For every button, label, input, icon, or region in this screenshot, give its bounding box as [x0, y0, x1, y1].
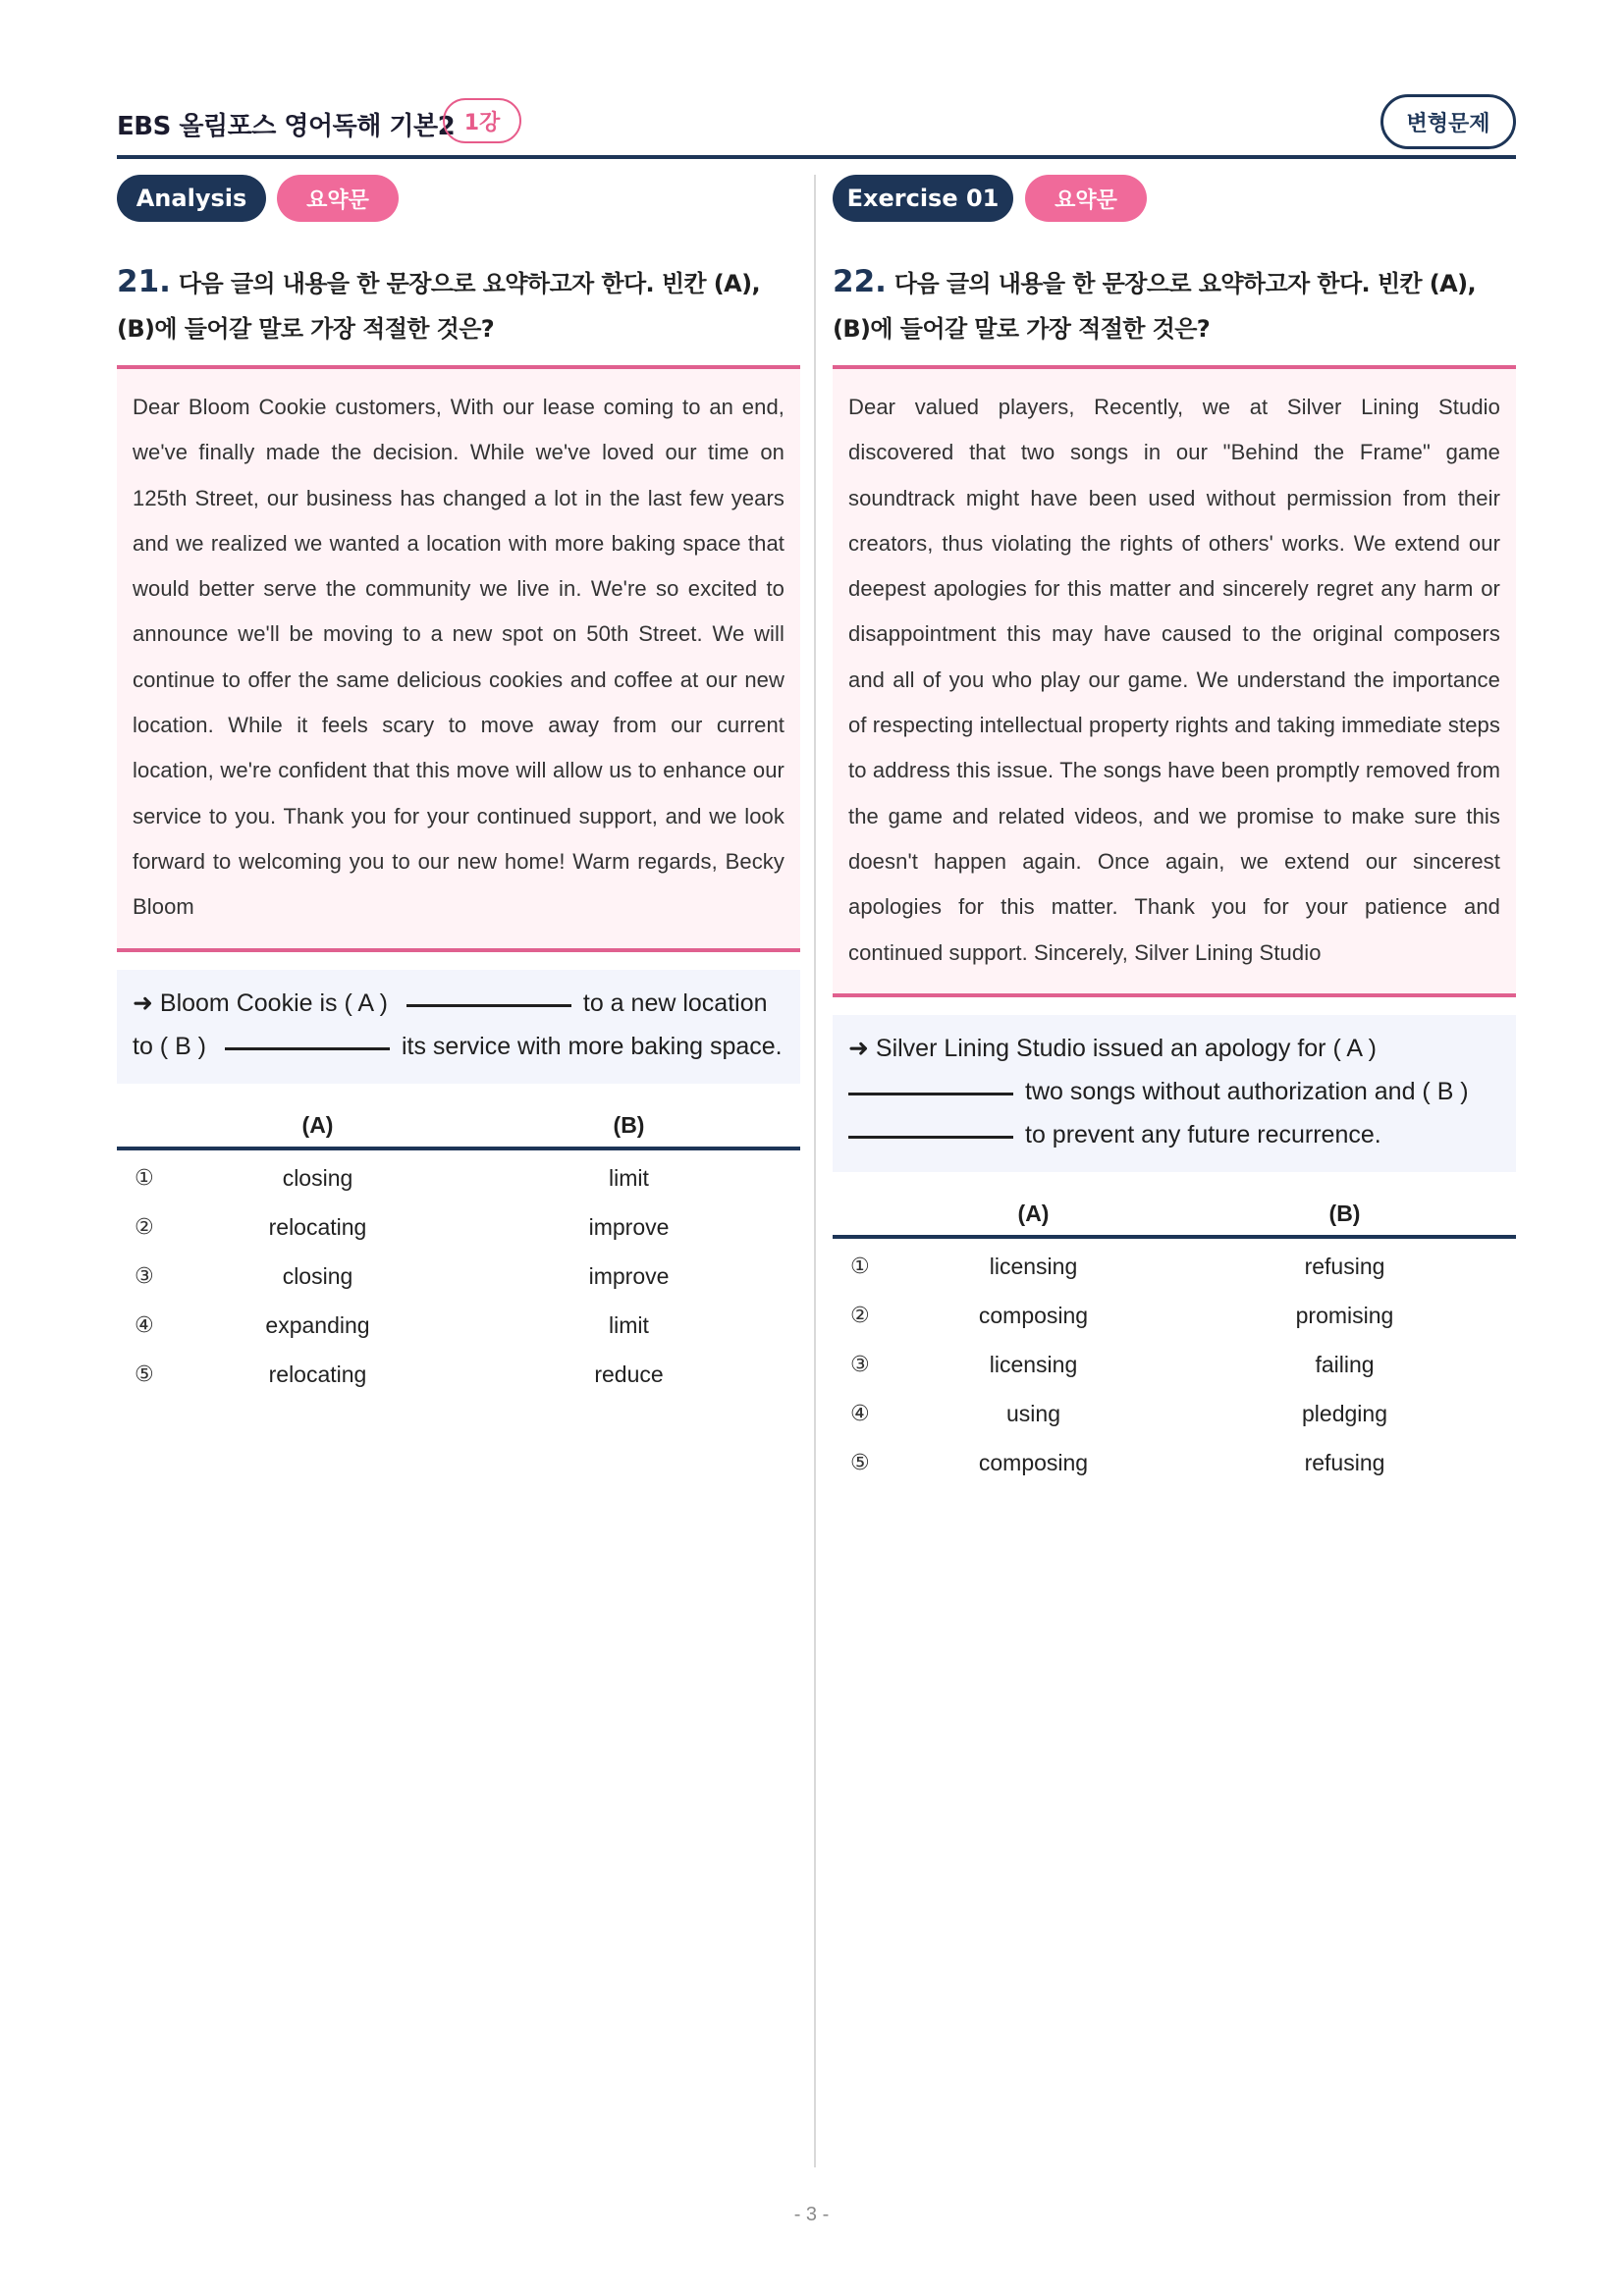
option-b-word: pledging: [1302, 1401, 1387, 1427]
blank-b: [225, 1047, 390, 1050]
option-b-word: promising: [1295, 1303, 1394, 1329]
option-a-word: closing: [282, 1263, 353, 1290]
option-number: ④: [135, 1313, 154, 1339]
answer-option-3[interactable]: [117, 1253, 800, 1302]
question-text: 다음 글의 내용을 한 문장으로 요약하고자 한다. 빈칸 (A), (B)에 들어갈 말로 가장 적절한 것은?: [117, 270, 760, 343]
answer-options: [117, 1105, 800, 1400]
section-tag-exercise: Exercise 01: [833, 175, 1013, 222]
answer-option-4[interactable]: [117, 1302, 800, 1351]
blank-b: [848, 1136, 1013, 1139]
right-column: [833, 175, 1516, 1488]
summary-text: to ( B ): [133, 1032, 207, 1060]
option-b-word: refusing: [1304, 1450, 1385, 1476]
section-tag-analysis: Analysis: [117, 175, 266, 222]
option-number: ①: [135, 1166, 154, 1192]
left-column: [117, 175, 800, 1400]
options-header: [117, 1105, 800, 1150]
answer-option-1[interactable]: [833, 1243, 1516, 1292]
question-text: 다음 글의 내용을 한 문장으로 요약하고자 한다. 빈칸 (A), (B)에 들어갈 말로 가장 적절한 것은?: [833, 270, 1476, 343]
option-a-word: relocating: [268, 1214, 367, 1241]
blank-a: [406, 1004, 571, 1007]
column-header-b: (B): [613, 1112, 645, 1139]
summary-text: its service with more baking space.: [401, 1032, 783, 1060]
answer-option-2[interactable]: [833, 1292, 1516, 1341]
section-tag-summary: 요약문: [277, 175, 399, 222]
option-number: ②: [850, 1304, 870, 1329]
column-divider: [814, 175, 816, 2167]
summary-text: two songs without authorization and ( B ): [1025, 1077, 1469, 1105]
question-prompt: [117, 259, 800, 351]
option-number: ④: [850, 1402, 870, 1427]
option-number: ①: [850, 1255, 870, 1280]
options-header: [833, 1194, 1516, 1239]
reading-passage: Dear valued players, Recently, we at Silver Lining Studio discovered that two songs in our "Behind the Frame" game soundtrack might have been used without permission from their creators, thus violating the rights of others' works. We extend our deepest apologies for this matter and sincerely regret any harm or disappointment this may have caused to the original composers and all of you who play our game. We understand the importance of respecting intellectual property rights and taking immediate steps to address this issue. The songs have been promptly removed from the game and related videos, and we promise to make sure this doesn't happen again. Once again, we extend our sincerest apologies for this matter. Thank you for your patience and continued support. Sincerely, Silver Lining Studio: [833, 365, 1516, 997]
summary-text: to a new location: [582, 988, 768, 1017]
option-a-word: licensing: [989, 1352, 1078, 1378]
option-number: ③: [135, 1264, 154, 1290]
lesson-badge: 1강: [443, 98, 521, 143]
blank-a: [848, 1093, 1013, 1095]
book-title: EBS 올림포스 영어독해 기본2: [117, 112, 456, 141]
question-prompt: [833, 259, 1516, 351]
column-header-a: (A): [301, 1112, 334, 1139]
question-number: 21.: [117, 264, 171, 299]
section-tags: [833, 175, 1516, 222]
option-a-word: relocating: [268, 1362, 367, 1388]
question-type-badge: 변형문제: [1380, 94, 1516, 149]
summary-text: ➜ Bloom Cookie is ( A ): [133, 988, 388, 1017]
answer-option-1[interactable]: [117, 1154, 800, 1203]
option-a-word: composing: [978, 1450, 1089, 1476]
option-a-word: licensing: [989, 1254, 1078, 1280]
header-divider: [117, 155, 1516, 159]
option-a-word: expanding: [265, 1312, 370, 1339]
option-a-word: closing: [282, 1165, 353, 1192]
option-b-word: reduce: [594, 1362, 664, 1388]
section-tags: [117, 175, 800, 222]
option-b-word: limit: [609, 1165, 649, 1192]
question-number: 22.: [833, 264, 887, 299]
option-number: ⑤: [850, 1451, 870, 1476]
answer-option-2[interactable]: [117, 1203, 800, 1253]
column-header-a: (A): [1017, 1201, 1050, 1227]
option-a-word: using: [1006, 1401, 1060, 1427]
answer-option-3[interactable]: [833, 1341, 1516, 1390]
answer-option-5[interactable]: [117, 1351, 800, 1400]
option-number: ②: [135, 1215, 154, 1241]
reading-passage: Dear Bloom Cookie customers, With our lease coming to an end, we've finally made the decision. While we've loved our time on 125th Street, our business has changed a lot in the last few years and we realized we wanted a location with more baking space that would better serve the community we live in. We're so excited to announce we'll be moving to a new spot on 50th Street. We will continue to offer the same delicious cookies and coffee at our new location. While it feels scary to move away from our current location, we're confident that this move will allow us to enhance our service to you. Thank you for your continued support, and we look forward to welcoming you to our new home! Warm regards, Becky Bloom: [117, 365, 800, 952]
option-b-word: limit: [609, 1312, 649, 1339]
option-b-word: refusing: [1304, 1254, 1385, 1280]
option-b-word: improve: [588, 1214, 670, 1241]
section-tag-summary: 요약문: [1025, 175, 1147, 222]
option-b-word: improve: [588, 1263, 670, 1290]
answer-options: [833, 1194, 1516, 1488]
option-b-word: failing: [1315, 1352, 1375, 1378]
page-header: [117, 94, 1516, 155]
summary-sentence: [833, 1015, 1516, 1172]
answer-option-4[interactable]: [833, 1390, 1516, 1439]
option-number: ③: [850, 1353, 870, 1378]
option-number: ⑤: [135, 1362, 154, 1388]
summary-text: ➜ Silver Lining Studio issued an apology for ( A ): [848, 1034, 1377, 1062]
summary-text: to prevent any future recurrence.: [1025, 1120, 1381, 1148]
column-header-b: (B): [1328, 1201, 1361, 1227]
summary-sentence: [117, 970, 800, 1084]
answer-option-5[interactable]: [833, 1439, 1516, 1488]
option-a-word: composing: [978, 1303, 1089, 1329]
page-number: - 3 -: [793, 2204, 830, 2225]
